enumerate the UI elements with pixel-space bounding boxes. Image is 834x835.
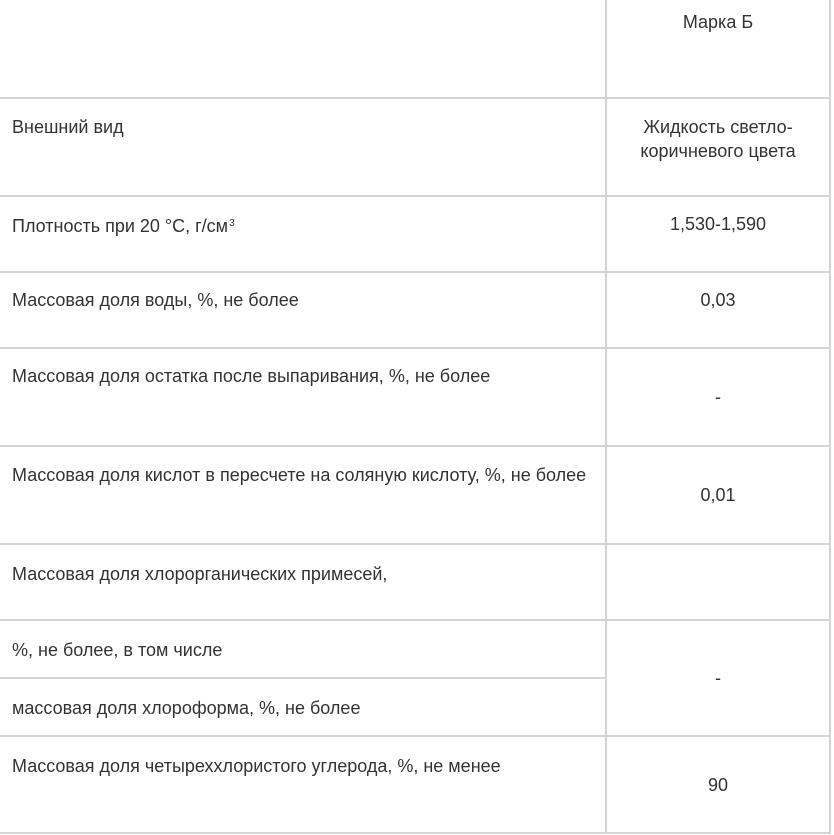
row-value: 0,01: [606, 446, 830, 544]
row-name: массовая доля хлороформа, %, не более: [0, 678, 606, 736]
unit-superscript: 3: [229, 218, 235, 229]
row-value: -: [606, 348, 830, 446]
header-grade-cell: Марка Б: [606, 0, 830, 98]
table-row: [0, 272, 830, 348]
row-name-text: Плотность при 20 °С, г/см: [12, 216, 229, 236]
table-row: [0, 544, 830, 620]
table-row: [0, 348, 830, 446]
row-name: Массовая доля четыреххлористого углерода, %, не менее: [0, 736, 606, 833]
table-row: [0, 620, 830, 678]
row-name: Массовая доля воды, %, не более: [0, 272, 606, 348]
table-row: [0, 196, 830, 272]
row-name: Массовая доля кислот в пересчете на соляную кислоту, %, не более: [0, 446, 606, 544]
row-value: 1,530-1,590: [606, 196, 830, 272]
row-value: [606, 544, 830, 620]
header-row: [0, 0, 830, 98]
table-row: [0, 98, 830, 196]
row-name: [0, 196, 606, 272]
row-name: Внешний вид: [0, 98, 606, 196]
row-value: Жидкость светло-коричневого цвета: [606, 98, 830, 196]
row-value: 0,03: [606, 272, 830, 348]
row-name: Массовая доля остатка после выпаривания, %, не более: [0, 348, 606, 446]
row-name: %, не более, в том числе: [0, 620, 606, 678]
row-value: 90: [606, 736, 830, 833]
table-row: [0, 736, 830, 833]
row-name: Массовая доля хлорорганических примесей,: [0, 544, 606, 620]
row-value: -: [606, 620, 830, 736]
header-name-cell: [0, 0, 606, 98]
table-row: [0, 446, 830, 544]
